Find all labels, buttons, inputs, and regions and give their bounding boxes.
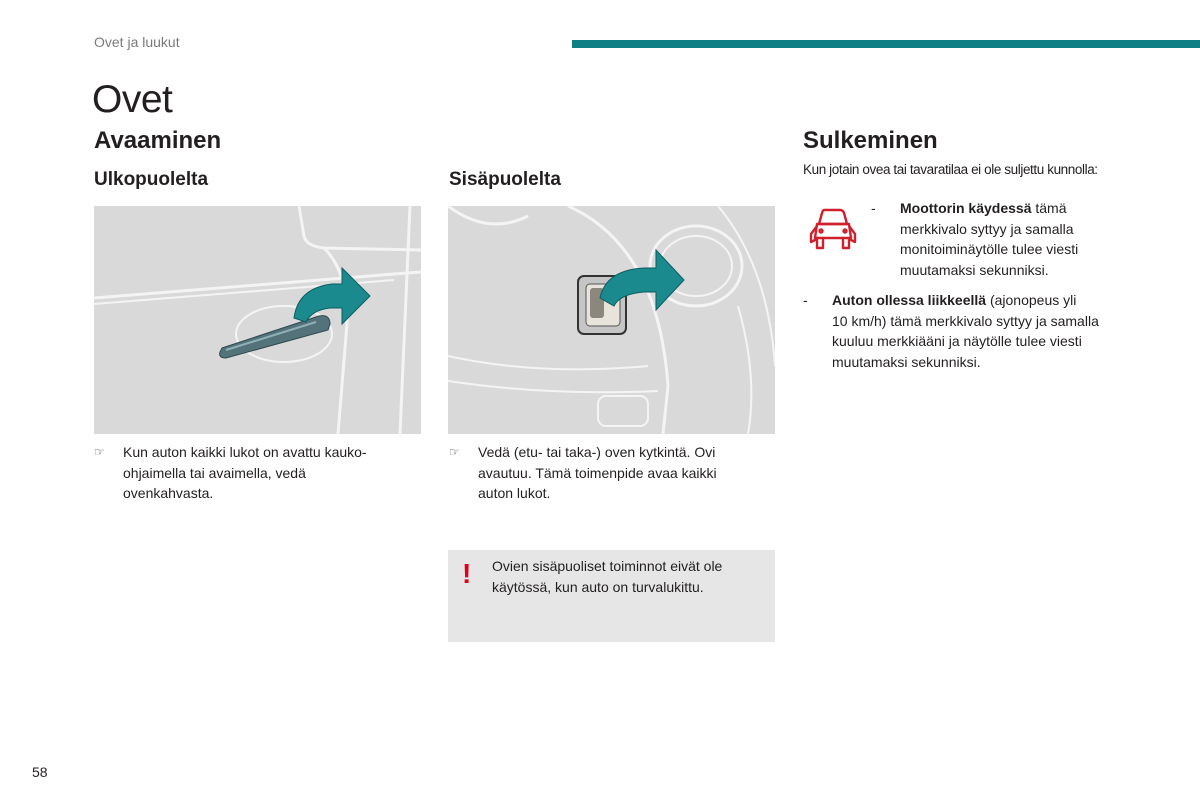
closing-item-1-line2: merkkivalo syttyy ja samalla	[900, 220, 1074, 237]
exterior-door-handle-illustration	[94, 206, 421, 434]
closing-item-2	[832, 290, 1172, 372]
closing-item-1-line3: monitoiminäytölle tulee viesti	[900, 241, 1079, 257]
warning-box	[448, 550, 775, 642]
closing-item-2-dash: -	[803, 292, 808, 308]
closing-item-2-line1: (ajonopeus yli	[986, 292, 1077, 308]
section-header: Ovet ja luukut	[94, 34, 180, 50]
pointing-hand-icon: ☞	[94, 445, 105, 459]
outside-instruction	[94, 442, 394, 504]
closing-item-1-bold: Moottorin käydessä	[900, 200, 1032, 216]
exclamation-icon: !	[462, 558, 472, 589]
closing-item-2-line3: kuuluu merkkiääni ja näytölle tulee viesti	[832, 333, 1082, 349]
inside-instruction-text: Vedä (etu- tai taka-) oven kytkintä. Ovi avautuu. Tämä toimenpide avaa kaikki auton lukot.	[478, 444, 717, 501]
closing-item-2-line4: muutamaksi sekunniksi.	[832, 353, 981, 370]
pointing-hand-icon: ☞	[449, 445, 460, 459]
closing-item-2-line2: 10 km/h) tämä merkkivalo syttyy ja samalla	[832, 312, 1099, 329]
outside-heading: Ulkopuolelta	[94, 169, 209, 190]
warning-text: Ovien sisäpuoliset toiminnot eivät ole käytössä, kun auto on turvalukittu.	[492, 558, 723, 595]
closing-item-1	[900, 198, 1160, 280]
door-open-warning-icon	[806, 204, 860, 258]
inside-instruction	[449, 442, 754, 504]
closing-item-2-bold: Auton ollessa liikkeellä	[832, 292, 987, 308]
closing-item-1-line4: muutamaksi sekunniksi.	[900, 261, 1049, 278]
closing-heading: Sulkeminen	[803, 127, 938, 154]
closing-item-1-line1: tämä	[1031, 200, 1067, 216]
interior-door-handle-illustration	[448, 206, 775, 434]
page-title: Ovet	[92, 78, 173, 121]
outside-instruction-text: Kun auton kaikki lukot on avattu kauko-ohjaimella tai avaimella, vedä ovenkahvasta.	[123, 444, 367, 501]
page-number: 58	[32, 764, 48, 780]
closing-item-1-dash: -	[871, 200, 876, 216]
opening-heading: Avaaminen	[94, 127, 222, 154]
header-accent-bar	[572, 40, 1200, 48]
inside-heading: Sisäpuolelta	[449, 169, 561, 190]
closing-intro: Kun jotain ovea tai tavaratilaa ei ole suljettu kunnolla:	[803, 162, 1098, 177]
